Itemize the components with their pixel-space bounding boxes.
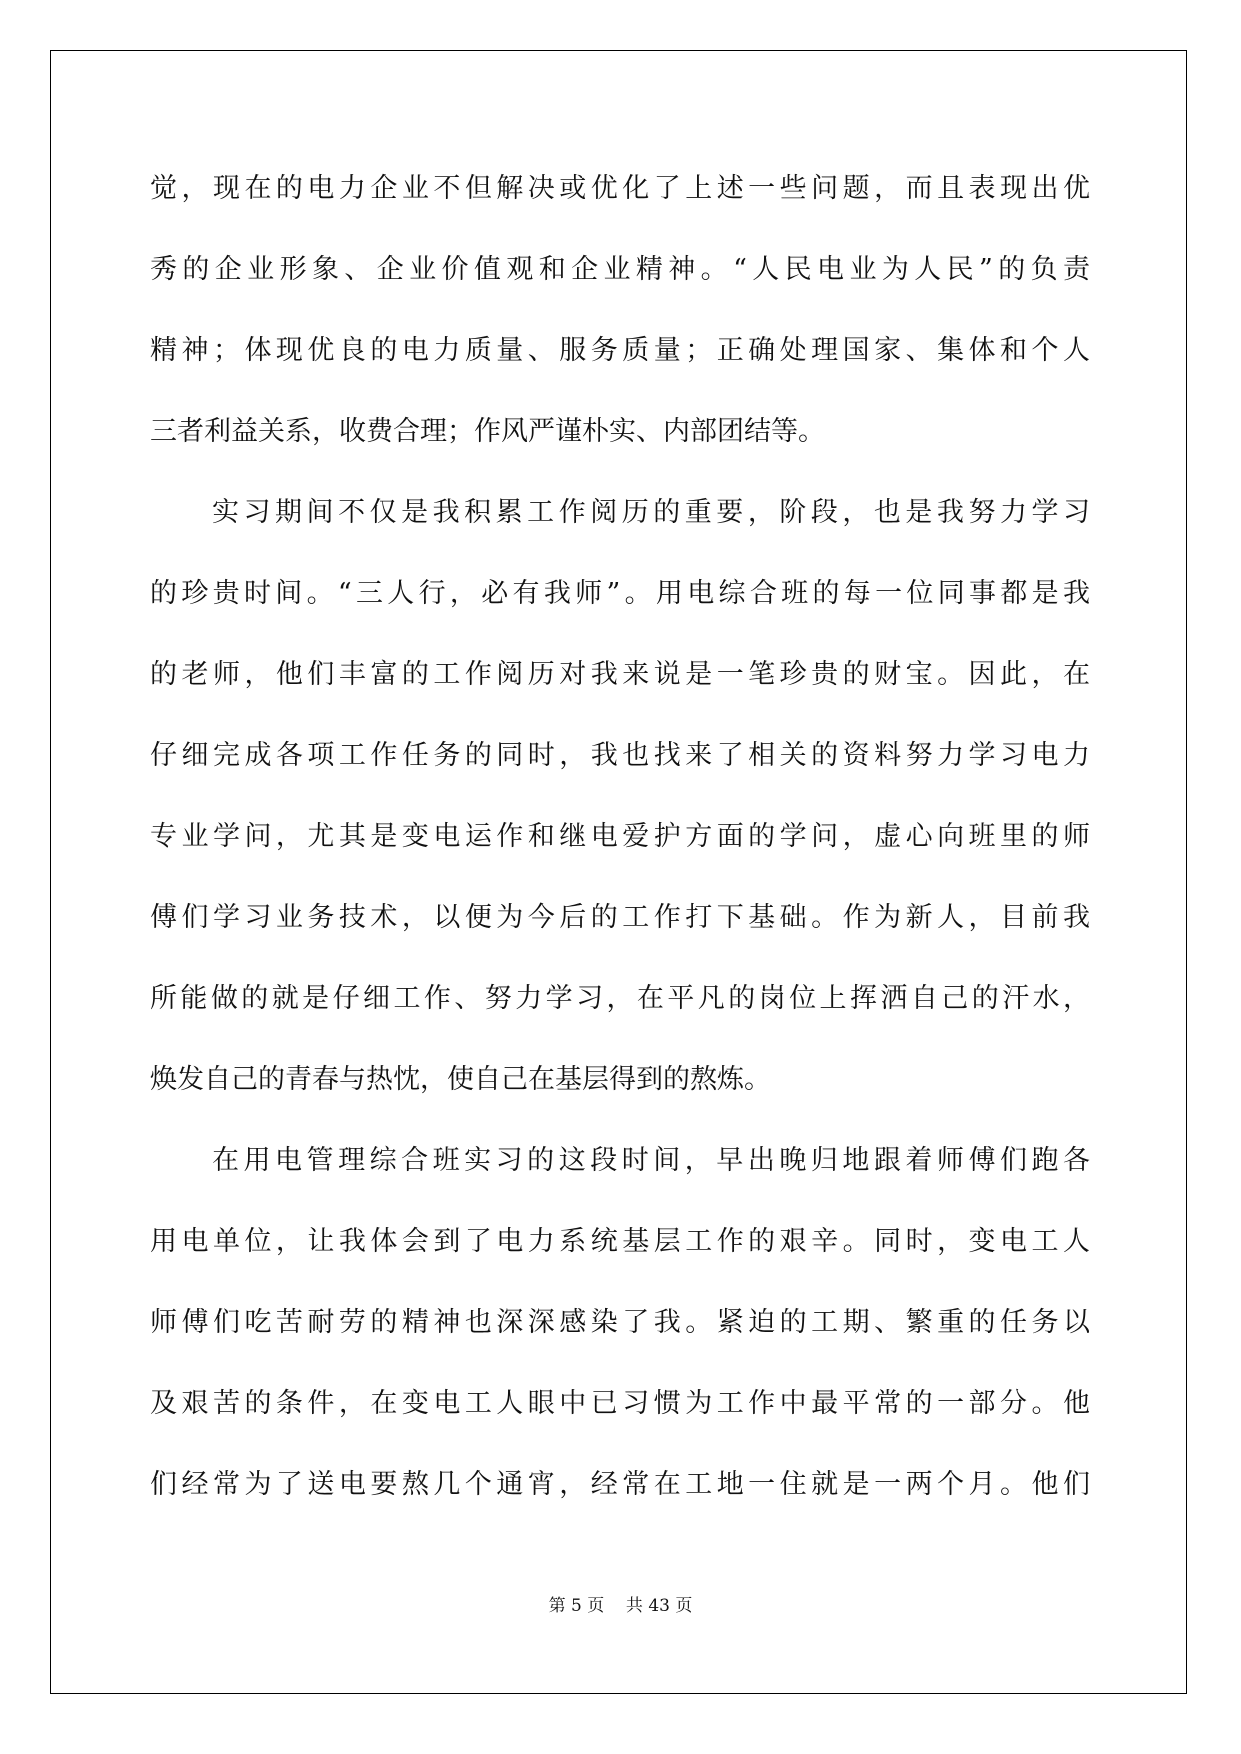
text-line-5: 实习期间不仅是我积累工作阅历的重要，阶段，也是我努力学习 xyxy=(212,497,1090,528)
page-footer xyxy=(0,1591,1241,1616)
text-line-9: 专业学问，尤其是变电运作和继电爱护方面的学问，虚心向班里的师 xyxy=(150,821,1090,852)
text-line-10: 傅们学习业务技术，以便为今后的工作打下基础。作为新人，目前我 xyxy=(150,902,1090,933)
text-line-7: 的老师，他们丰富的工作阅历对我来说是一笔珍贵的财宝。因此，在 xyxy=(150,659,1090,690)
text-line-1: 觉，现在的电力企业不但解决或优化了上述一些问题，而且表现出优 xyxy=(150,173,1090,204)
text-line-14: 用电单位，让我体会到了电力系统基层工作的艰辛。同时，变电工人 xyxy=(150,1226,1090,1257)
text-line-13: 在用电管理综合班实习的这段时间，早出晚归地跟着师傅们跑各 xyxy=(212,1145,1090,1176)
text-line-8: 仔细完成各项工作任务的同时，我也找来了相关的资料努力学习电力 xyxy=(150,740,1090,771)
document-body xyxy=(150,148,1090,1525)
total-suffix: 页 xyxy=(675,1596,693,1616)
text-line-11: 所能做的就是仔细工作、努力学习，在平凡的岗位上挥洒自己的汗水， xyxy=(150,983,1090,1014)
total-pages: 43 xyxy=(648,1596,670,1616)
page-number: 5 xyxy=(571,1596,582,1616)
total-prefix: 共 xyxy=(625,1596,643,1616)
text-line-15: 师傅们吃苦耐劳的精神也深深感染了我。紧迫的工期、繁重的任务以 xyxy=(150,1307,1090,1338)
text-line-16: 及艰苦的条件，在变电工人眼中已习惯为工作中最平常的一部分。他 xyxy=(150,1388,1090,1419)
text-line-2: 秀的企业形象、企业价值观和企业精神。“人民电业为人民”的负责 xyxy=(150,254,1090,285)
text-line-6: 的珍贵时间。“三人行，必有我师”。用电综合班的每一位同事都是我 xyxy=(150,578,1090,609)
text-line-12: 焕发自己的青春与热忱，使自己在基层得到的熬炼。 xyxy=(150,1064,771,1095)
text-line-4: 三者利益关系，收费合理；作风严谨朴实、内部团结等。 xyxy=(150,416,825,447)
text-line-3: 精神；体现优良的电力质量、服务质量；正确处理国家、集体和个人 xyxy=(150,335,1090,366)
page-suffix: 页 xyxy=(587,1596,605,1616)
page-prefix: 第 xyxy=(548,1596,566,1616)
text-line-17: 们经常为了送电要熬几个通宵，经常在工地一住就是一两个月。他们 xyxy=(150,1469,1090,1500)
